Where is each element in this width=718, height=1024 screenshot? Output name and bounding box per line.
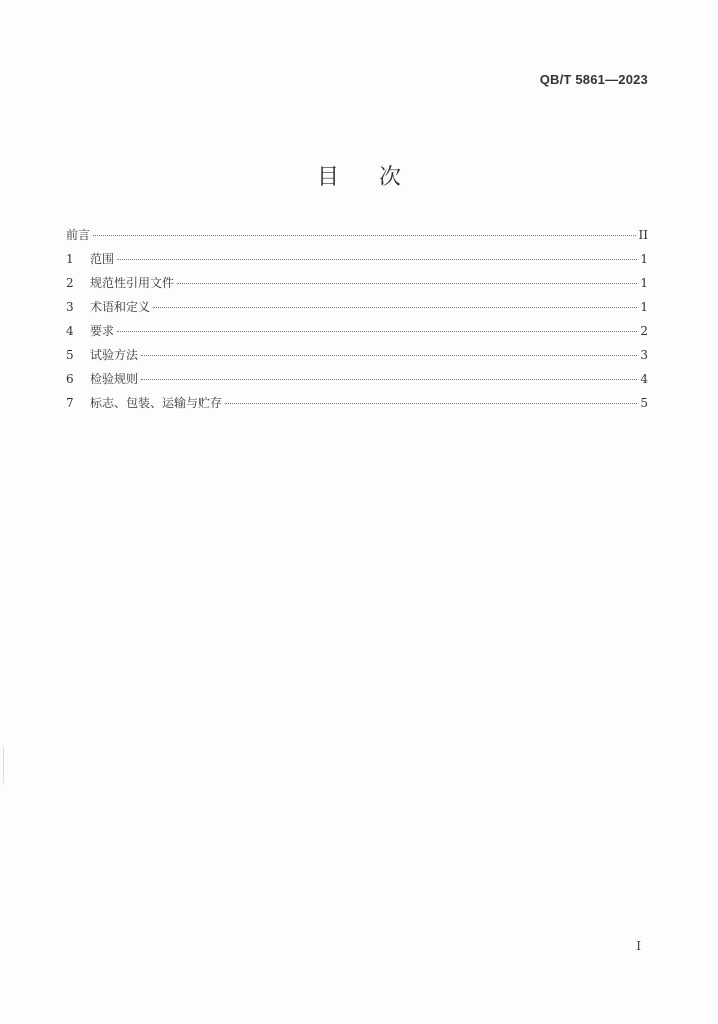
toc-entry-number: 2 <box>66 276 74 290</box>
toc-entry-label: 范围 <box>90 252 115 266</box>
toc-entry-terms-definitions[interactable] <box>66 298 648 322</box>
toc-entry-page: 5 <box>640 396 648 410</box>
toc-leader-dots <box>177 283 637 284</box>
toc-entry-label: 前言 <box>66 228 91 242</box>
toc-entry-page: 1 <box>640 252 648 266</box>
toc-entry-label: 试验方法 <box>90 348 139 362</box>
toc-entry-number: 7 <box>66 396 74 410</box>
toc-entry-label: 术语和定义 <box>90 300 151 314</box>
toc-entry-number: 1 <box>66 252 74 266</box>
scan-edge-mark <box>0 745 4 785</box>
toc-entry-page: 1 <box>640 276 648 290</box>
toc-entry-label: 标志、包装、运输与贮存 <box>90 396 223 410</box>
toc-entry-test-methods[interactable] <box>66 346 648 370</box>
toc-entry-requirements[interactable] <box>66 322 648 346</box>
toc-leader-dots <box>117 331 637 332</box>
toc-entry-scope[interactable] <box>66 250 648 274</box>
toc-entry-number: 6 <box>66 372 74 386</box>
toc-entry-number: 3 <box>66 300 74 314</box>
toc-entry-page: 3 <box>640 348 648 362</box>
toc-entry-number: 5 <box>66 348 74 362</box>
toc-entry-marking-packaging[interactable] <box>66 394 648 418</box>
toc-entry-preface[interactable] <box>66 226 648 250</box>
standard-number: QB/T 5861—2023 <box>539 72 648 87</box>
toc-leader-dots <box>117 259 637 260</box>
toc-leader-dots <box>141 379 637 380</box>
toc-leader-dots <box>153 307 637 308</box>
toc-entry-inspection-rules[interactable] <box>66 370 648 394</box>
toc-leader-dots <box>141 355 637 356</box>
page-title: 目次 <box>316 165 441 190</box>
toc-entry-label: 检验规则 <box>90 372 139 386</box>
toc-entry-normative-references[interactable] <box>66 274 648 298</box>
toc-entry-page: 1 <box>640 300 648 314</box>
toc-entry-label: 要求 <box>90 324 115 338</box>
page-number: I <box>636 939 641 953</box>
toc-entry-label: 规范性引用文件 <box>90 276 175 290</box>
table-of-contents <box>66 226 648 418</box>
toc-entry-number: 4 <box>66 324 74 338</box>
toc-leader-dots <box>225 403 637 404</box>
toc-leader-dots <box>93 235 636 236</box>
toc-entry-page: 4 <box>640 372 648 386</box>
toc-entry-page: 2 <box>640 324 648 338</box>
toc-entry-page: II <box>638 228 648 242</box>
